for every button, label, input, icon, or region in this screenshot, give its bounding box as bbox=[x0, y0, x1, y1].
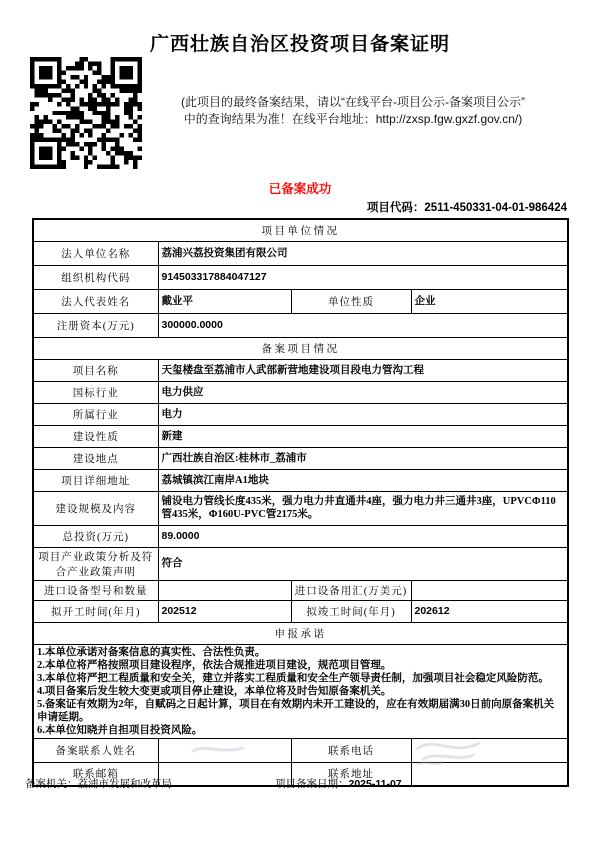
project-name-value: 天玺楼盘至荔浦市人武部新营地建设项目段电力管沟工程 bbox=[158, 359, 568, 381]
row-location bbox=[33, 447, 568, 469]
contact-email-label: 联系邮箱 bbox=[33, 762, 158, 786]
investment-value: 89.0000 bbox=[158, 525, 568, 547]
filing-date-value: 2025-11-07 bbox=[348, 778, 402, 790]
import-model-label: 进口设备型号和数量 bbox=[33, 580, 158, 600]
org-code-value: 914503317884047127 bbox=[158, 265, 568, 289]
row-legal-rep bbox=[33, 289, 568, 313]
filing-date-label: 项目备案日期： bbox=[275, 779, 349, 790]
contact-phone-label: 联系电话 bbox=[291, 738, 411, 762]
row-investment bbox=[33, 525, 568, 547]
org-code-label: 组织机构代码 bbox=[33, 265, 158, 289]
policy-value: 符合 bbox=[158, 547, 568, 580]
row-scale bbox=[33, 491, 568, 525]
qr-note-line2: 中的查询结果为准！在线平台地址：http://zxsp.fgw.gxzf.gov.cn/) bbox=[183, 111, 523, 126]
commitment-item-1: 1.本单位承诺对备案信息的真实性、合法性负责。 bbox=[37, 646, 266, 658]
national-industry-value: 电力供应 bbox=[158, 381, 568, 403]
scale-value: 铺设电力管线长度435米，强力电力井直通井4座，强力电力井三通井3座，UPVCΦ110管435米，Φ160U-PVC管2175米。 bbox=[158, 491, 568, 525]
commitment-list bbox=[33, 644, 568, 738]
start-time-label: 拟开工时间(年月) bbox=[33, 600, 158, 622]
row-import bbox=[33, 580, 568, 600]
commitment-item-5: 5.备案证有效期为2年，自赋码之日起计算，项目在有效期内未开工建设的，应在有效期届满30日前向原备案机关申请延期。 bbox=[37, 698, 555, 723]
legal-rep-value: 戴业平 bbox=[158, 289, 291, 313]
start-time-value: 202512 bbox=[158, 600, 291, 622]
row-national-industry bbox=[33, 381, 568, 403]
location-label: 建设地点 bbox=[33, 447, 158, 469]
unit-type-label: 单位性质 bbox=[291, 289, 411, 313]
industry-value: 电力 bbox=[158, 403, 568, 425]
project-code-line bbox=[367, 199, 567, 215]
filing-authority-value: 荔浦市发展和改革局 bbox=[77, 779, 172, 790]
contact-address-label: 联系地址 bbox=[291, 762, 411, 786]
location-value: 广西壮族自治区:桂林市_荔浦市 bbox=[158, 447, 568, 469]
section-header-commitment bbox=[33, 622, 568, 644]
scale-label: 建设规模及内容 bbox=[33, 491, 158, 525]
row-legal-name bbox=[33, 241, 568, 265]
project-name-label: 项目名称 bbox=[33, 359, 158, 381]
section-header-unit bbox=[33, 219, 568, 241]
commitment-section-title: 申报承诺 bbox=[33, 622, 568, 644]
legal-rep-label: 法人代表姓名 bbox=[33, 289, 158, 313]
page-title: 广西壮族自治区投资项目备案证明 bbox=[149, 34, 450, 55]
project-code-label: 项目代码： bbox=[366, 202, 425, 214]
legal-name-value: 荔浦兴荔投资集团有限公司 bbox=[158, 241, 568, 265]
row-address bbox=[33, 469, 568, 491]
row-project-name bbox=[33, 359, 568, 381]
row-nature bbox=[33, 425, 568, 447]
qr-note-line1: (此项目的最终备案结果，请以“在线平台-项目公示-备案项目公示” bbox=[181, 95, 525, 109]
contact-name-label: 备案联系人姓名 bbox=[33, 738, 158, 762]
project-section-title: 备案项目情况 bbox=[33, 337, 568, 359]
project-code-value: 2511-450331-04-01-986424 bbox=[424, 202, 567, 214]
import-forex-value bbox=[411, 580, 568, 600]
finish-time-value: 202612 bbox=[411, 600, 568, 622]
status-text: 已备案成功 bbox=[268, 182, 332, 196]
certificate-table bbox=[32, 218, 569, 787]
row-schedule bbox=[33, 600, 568, 622]
filing-authority-label: 备案机关： bbox=[25, 779, 78, 790]
unit-type-value: 企业 bbox=[411, 289, 568, 313]
investment-label: 总投资(万元) bbox=[33, 525, 158, 547]
section-header-project bbox=[33, 337, 568, 359]
redaction-smudge bbox=[190, 741, 246, 757]
finish-time-label: 拟竣工时间(年月) bbox=[291, 600, 411, 622]
commitment-item-3: 3.本单位将严把工程质量和安全关，建立并落实工程质量和安全生产领导责任制，加强项目社会稳定风险防范。 bbox=[37, 672, 549, 684]
contact-email-value bbox=[158, 762, 291, 786]
reg-capital-value: 300000.0000 bbox=[158, 313, 568, 337]
import-forex-label: 进口设备用汇(万美元) bbox=[291, 580, 411, 600]
import-model-value bbox=[158, 580, 291, 600]
legal-name-label: 法人单位名称 bbox=[33, 241, 158, 265]
filing-authority bbox=[25, 776, 172, 791]
row-industry bbox=[33, 403, 568, 425]
policy-label: 项目产业政策分析及符合产业政策声明 bbox=[33, 547, 158, 580]
commitment-item-6: 6.本单位知晓并自担项目投资风险。 bbox=[37, 724, 203, 736]
row-org-code bbox=[33, 265, 568, 289]
address-label: 项目详细地址 bbox=[33, 469, 158, 491]
row-contact-name-phone bbox=[33, 738, 568, 762]
address-value: 荔城镇滨江南岸A1地块 bbox=[158, 469, 568, 491]
filing-date bbox=[275, 776, 402, 791]
commitment-item-4: 4.项目备案后发生较大变更或项目停止建设，本单位将及时告知原备案机关。 bbox=[37, 685, 392, 697]
nature-value: 新建 bbox=[158, 425, 568, 447]
qr-code-icon bbox=[30, 57, 142, 169]
unit-section-title: 项目单位情况 bbox=[33, 219, 568, 241]
reg-capital-label: 注册资本(万元) bbox=[33, 313, 158, 337]
nature-label: 建设性质 bbox=[33, 425, 158, 447]
row-policy bbox=[33, 547, 568, 580]
national-industry-label: 国标行业 bbox=[33, 381, 158, 403]
row-reg-capital bbox=[33, 313, 568, 337]
industry-label: 所属行业 bbox=[33, 403, 158, 425]
commitment-item-2: 2.本单位将严格按照项目建设程序，依法合规推进项目建设，规范项目管理。 bbox=[37, 659, 392, 671]
qr-note bbox=[138, 94, 568, 127]
redaction-smudge bbox=[415, 757, 445, 769]
row-commitment bbox=[33, 644, 568, 738]
